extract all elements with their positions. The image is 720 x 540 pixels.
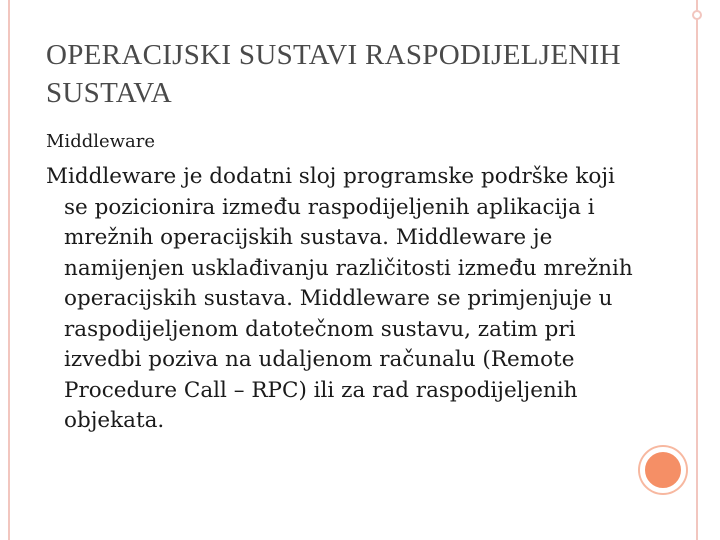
slide-title: OPERACIJSKI SUSTAVI RASPODIJELJENIH SUSTAVA: [46, 39, 621, 109]
decorative-accent-circle: [640, 447, 686, 493]
slide-body-text: Middleware je dodatni sloj programske podrške koji se pozicionira između raspodijeljenih aplikacija i mrežnih operacijskih sustava. Middleware je namijenjen usklađivanju različitosti između mrežnih operacijskih sustava. Middleware se primjenjuje u raspodijeljenom datotečnom sustavu, zatim pri izvedbi poziva na udaljenom računalu (Remote Procedure Call – RPC) ili za rad raspodijeljenih objekata.: [46, 164, 633, 433]
left-frame-line: [8, 0, 10, 540]
decorative-ring: [692, 10, 702, 20]
right-frame-line: [696, 0, 698, 540]
slide-subtitle: Middleware: [46, 131, 156, 152]
